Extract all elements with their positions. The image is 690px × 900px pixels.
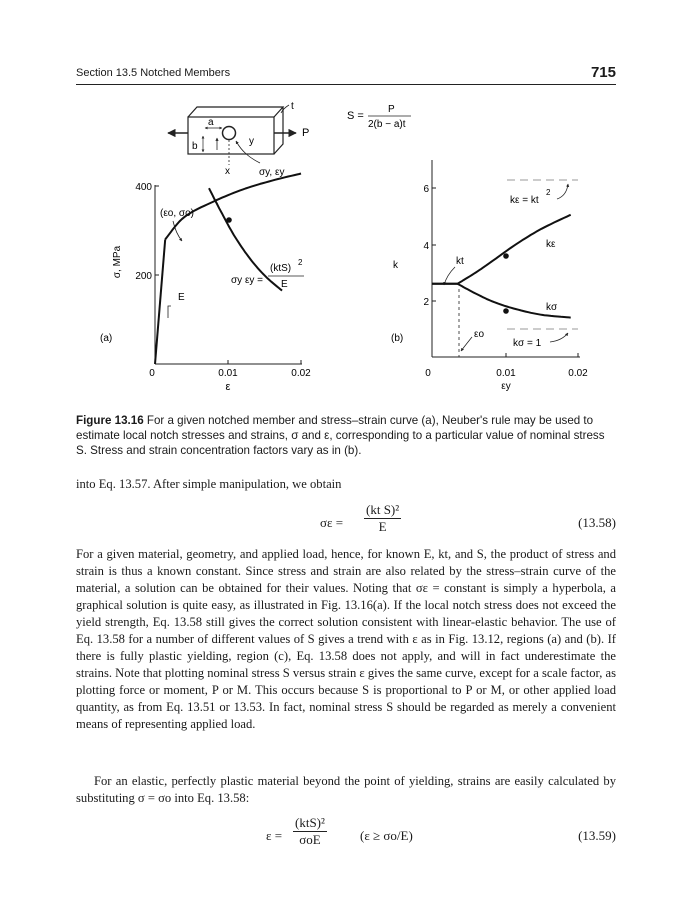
page-number: 715 [590,64,616,81]
specimen-sketch [168,101,309,178]
label-y: y [249,136,254,147]
equation-13-58 [76,502,616,542]
eq2-lhs: ε = [266,828,283,843]
panel-a-xtick-label-002: 0.02 [291,368,311,379]
panel-b [391,160,588,392]
panel-b-xlabel: εy [501,381,511,392]
eq2-fraction [293,815,327,848]
intersection-point [226,217,232,223]
panel-a-ylabel: σ, MPa [112,245,123,279]
keps-eq-leader [557,184,568,199]
eq1-numerator: (kt S)² [366,502,400,517]
panel-a-xtick-label-0: 0 [149,368,155,379]
panel-b-xtick-label-0: 0 [425,368,431,379]
caption-text: For a given notched member and stress–strain curve (a), Neuber's rule may be used to estimate local notch stresses and strains, σ and ε, corresponding to a particular value of nominal stress S. Stress and strain concentration factors vary as in (b). [76,414,605,457]
neuber-num: (ktS) [270,263,292,274]
paragraph-main: For a given material, geometry, and applied load, hence, for known E, kt, and S, the product of stress and strain is thus a known constant. Since stress and strain are also related by the stress–strain curve of the material, a solution can be obtained for their values. Noting that σε = constant is simply a hyperbola, a graphical solution is quite easy, as illustrated in Fig. 13.16(a). If the local notch stress does not exceed the yield strength, Eq. 13.58 still gives the correct solution consistent with linear-elastic behavior. The use of Eq. 13.58 for a number of different values of S gives a trend with ε as in Fig. 13.12, regions (a) and (b). If there is fully plastic yielding, region (c), Eq. 13.58 does not apply, and will in fact underestimate the strains. Note that plotting nominal stress S versus strain ε gives the same curve, except for a scale factor, as plotting force or moment, P or M. This occurs because S is proportional to P or M, or other applied load quantity, as from Eq. 13.51 or 13.53. In fact, nominal stress S should be regarded as merely a convenient means of representing applied load. [76,547,616,731]
panel-a-tag: (a) [100,333,113,344]
ksig-eq-leader [550,333,568,342]
sigma-leader [236,141,260,163]
kt-leader [444,267,455,285]
k-sigma-point [503,308,509,314]
eq1-lhs: σε = [320,515,344,530]
panel-b-xtick-label-002: 0.02 [568,368,588,379]
label-sigma-eps-y: σy, εy [259,167,285,178]
label-a: a [208,117,214,128]
nominal-stress-equation [347,104,411,130]
panel-b-ytick-label-6: 6 [423,184,429,195]
panel-b-tag: (b) [391,333,404,344]
eq2-condition: (ε ≥ σo/E) [360,828,413,843]
neuber-den: E [281,279,288,290]
S-numerator: P [388,104,395,115]
label-P: P [302,127,310,139]
stress-strain-elastic-line [155,239,165,364]
S-equals: S = [347,110,364,122]
neuber-exp: 2 [298,258,303,267]
eq2-denominator: σoE [299,832,321,847]
label-x: x [225,166,230,177]
S-denominator: 2(b − a)t [368,119,406,130]
panel-a [100,174,311,394]
modulus-triangle [168,306,171,318]
label-k-eps: kε [546,239,556,250]
panel-a-ytick-label-400: 400 [135,182,152,193]
eq1-fraction [364,502,401,535]
eq2-number: (13.59) [578,828,616,843]
eq1-number: (13.58) [578,515,616,530]
k-eps-point [503,253,509,259]
paragraph-plastic: For an elastic, perfectly plastic material beyond the point of yielding, strains are easily calculated by substituting σ = σo into Eq. 13.58: [76,774,616,805]
panel-b-ylabel: k [393,260,398,271]
t-leader [281,105,289,113]
panel-a-xtick-label-001: 0.01 [218,368,238,379]
label-k-sigma: kσ [546,302,558,313]
label-ksig-eq: kσ = 1 [513,338,542,349]
eq1-denominator: E [378,519,387,534]
eq2-numerator: (ktS)² [295,815,325,830]
label-kt: kt [456,256,464,267]
label-keps-eq-exp: 2 [546,188,551,197]
label-eps-o: εo [474,329,485,340]
label-E: E [178,292,185,303]
section-title: Section 13.5 Notched Members [76,67,231,79]
label-yield-point: (εo, σo) [160,208,194,219]
paragraph-intro: into Eq. 13.57. After simple manipulation, we obtain [76,477,342,491]
label-b: b [192,141,198,152]
neuber-lhs: σy εy = [231,275,264,286]
equation-13-59 [76,815,616,855]
panel-b-xtick-label-001: 0.01 [496,368,516,379]
panel-a-ytick-label-200: 200 [135,271,152,282]
panel-b-ytick-label-2: 2 [423,297,429,308]
stress-strain-curve [165,174,301,240]
label-keps-eq: kε = kt [510,195,539,206]
panel-a-xlabel: ε [225,381,231,393]
figure-caption [76,413,616,458]
notch-hole [223,127,236,140]
caption-label: Figure 13.16 [76,414,144,427]
panel-b-ytick-label-4: 4 [423,241,429,252]
label-t: t [291,101,294,112]
figure-13-16 [0,0,690,410]
eps-o-leader [461,337,472,351]
